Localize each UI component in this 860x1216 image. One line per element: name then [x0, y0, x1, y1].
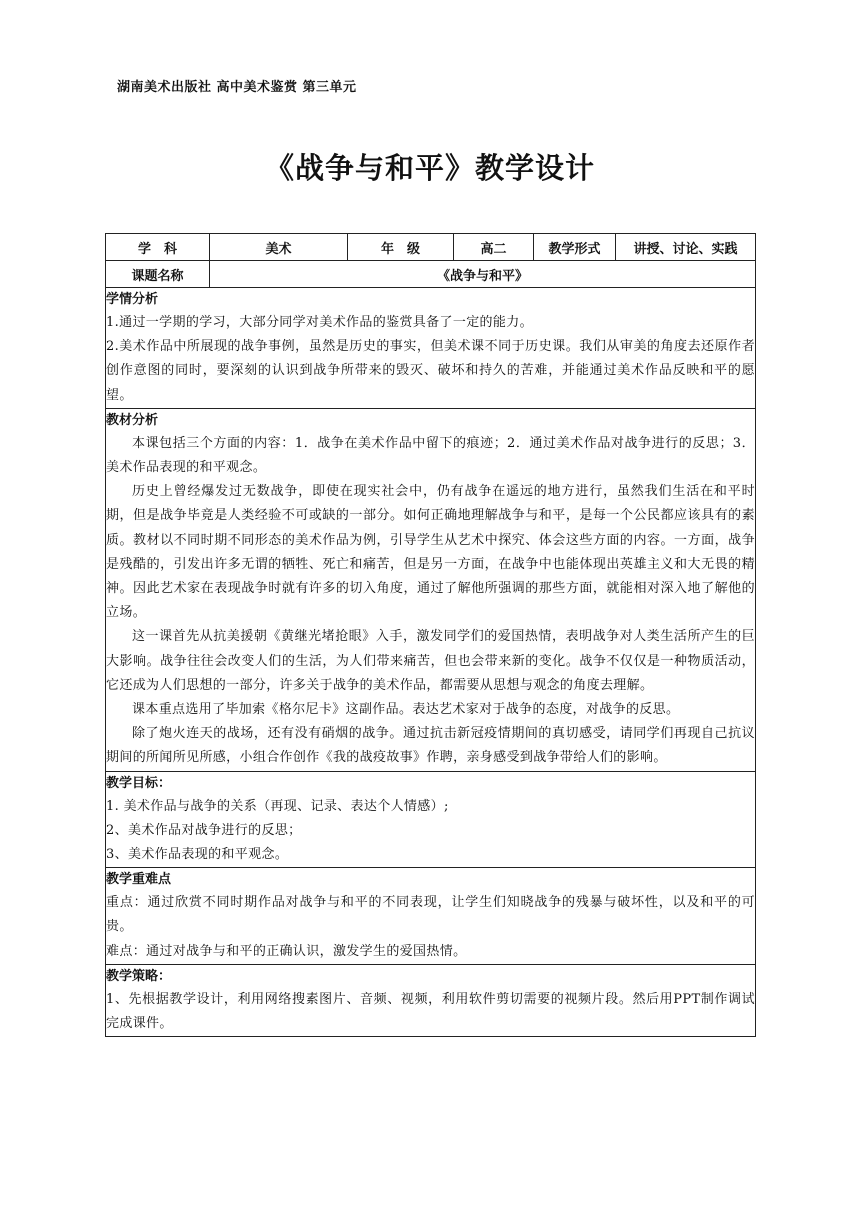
key-point-difficulty: 难点：通过对战争与和平的正确认识，激发学生的爱国热情。 — [106, 943, 467, 959]
material-analysis-paragraph: 除了炮火连天的战场，还有没有硝烟的战争。通过抗击新冠疫情期间的真切感受，请同学们再现自己抗议期间的所闻所见所感，小组合作创作《我的战疫故事》作聘，亲身感受到战争带给人们的影响。 — [106, 726, 755, 766]
student-analysis-title: 学情分析 — [106, 292, 159, 307]
material-analysis-paragraph: 课本重点选用了毕加索《格尔尼卡》这副作品。表达艺术家对于战争的态度，对战争的反思。 — [132, 702, 680, 718]
subject-value: 美术 — [210, 234, 348, 261]
strategy-section — [106, 964, 756, 1036]
grade-value: 高二 — [454, 234, 534, 261]
form-value: 讲授、讨论、实践 — [616, 234, 756, 261]
strategy-item: 1、先根据教学设计，利用网络搜素图片、音频、视频，利用软件剪切需要的视频片段。然后用PPT制作调试完成课件。 — [106, 991, 755, 1032]
publisher-header: 湖南美术出版社 高中美术鉴赏 第三单元 — [117, 80, 357, 95]
strategy-title: 教学策略： — [106, 968, 172, 984]
student-analysis-row — [106, 288, 756, 409]
strategy-row — [106, 964, 756, 1036]
form-label: 教学形式 — [534, 234, 616, 261]
material-analysis-paragraph: 本课包括三个方面的内容：1．战争在美术作品中留下的痕迹；2．通过美术作品对战争进行的反思；3．美术作品表现的和平观念。 — [106, 435, 755, 476]
page-title: 《战争与和平》教学设计 — [264, 151, 595, 185]
goals-section — [106, 771, 756, 868]
subject-label: 学 科 — [106, 234, 210, 261]
material-analysis-title: 教材分析 — [106, 412, 159, 428]
goal-item: 1. 美术作品与战争的关系（再现、记录、表达个人情感）; — [106, 798, 449, 814]
lesson-design-table — [105, 233, 756, 1037]
material-analysis-section — [106, 408, 756, 771]
goal-item: 3、美术作品表现的和平观念。 — [106, 847, 289, 863]
goals-row — [106, 771, 756, 868]
topic-row — [106, 261, 756, 288]
goal-item: 2、美术作品对战争进行的反思； — [106, 822, 302, 838]
goals-title: 教学目标： — [106, 775, 172, 791]
student-analysis-paragraph: 1.通过一学期的学习，大部分同学对美术作品的鉴赏具备了一定的能力。 — [106, 315, 533, 330]
material-analysis-row — [106, 408, 756, 771]
key-point-focus: 重点：通过欣赏不同时期作品对战争与和平的不同表现，让学生们知晓战争的残暴与破坏性，以及和平的可贵。 — [106, 895, 755, 935]
student-analysis-paragraph: 2.美术作品中所展现的战争事例，虽然是历史的事实，但美术课不同于历史课。我们从审美的角度去还原作者创作意图的同时，要深刻的认识到战争所带来的毁灭、破坏和持久的苦难，并能通过美术作品反映和平的愿望。 — [106, 339, 755, 403]
topic-label: 课题名称 — [106, 261, 210, 288]
info-row — [106, 234, 756, 261]
key-points-title: 教学重难点 — [106, 872, 172, 888]
student-analysis-section — [106, 288, 756, 409]
grade-label: 年 级 — [348, 234, 454, 261]
material-analysis-paragraph: 这一课首先从抗美援朝《黄继光堵抢眼》入手，激发同学们的爱国热情，表明战争对人类生活所产生的巨大影响。战争往往会改变人们的生活，为人们带来痛苦，但也会带来新的变化。战争不仅仅是一种物质活动，它还成为人们思想的一部分，许多关于战争的美术作品，都需要从思想与观念的角度去理解。 — [106, 629, 755, 693]
key-points-row — [106, 868, 756, 965]
topic-value: 《战争与和平》 — [210, 261, 756, 288]
key-points-section — [106, 868, 756, 965]
material-analysis-paragraph: 历史上曾经爆发过无数战争，即使在现实社会中，仍有战争在遥远的地方进行，虽然我们生活在和平时期，但是战争毕竟是人类经验不可或缺的一部分。如何正确地理解战争与和平，是每一个公民都应该具有的素质。教材以不同时期不同形态的美术作品为例，引导学生从艺术中探究、体会这些方面的内容。一方面，战争是残酷的，引发出许多无谓的牺牲、死亡和痛苦，但是另一方面，在战争中也能体现出英雄主义和大无畏的精神。因此艺术家在表现战争时就有许多的切入角度，通过了解他所强调的那些方面，就能相对深入地了解他的立场。 — [106, 484, 755, 621]
